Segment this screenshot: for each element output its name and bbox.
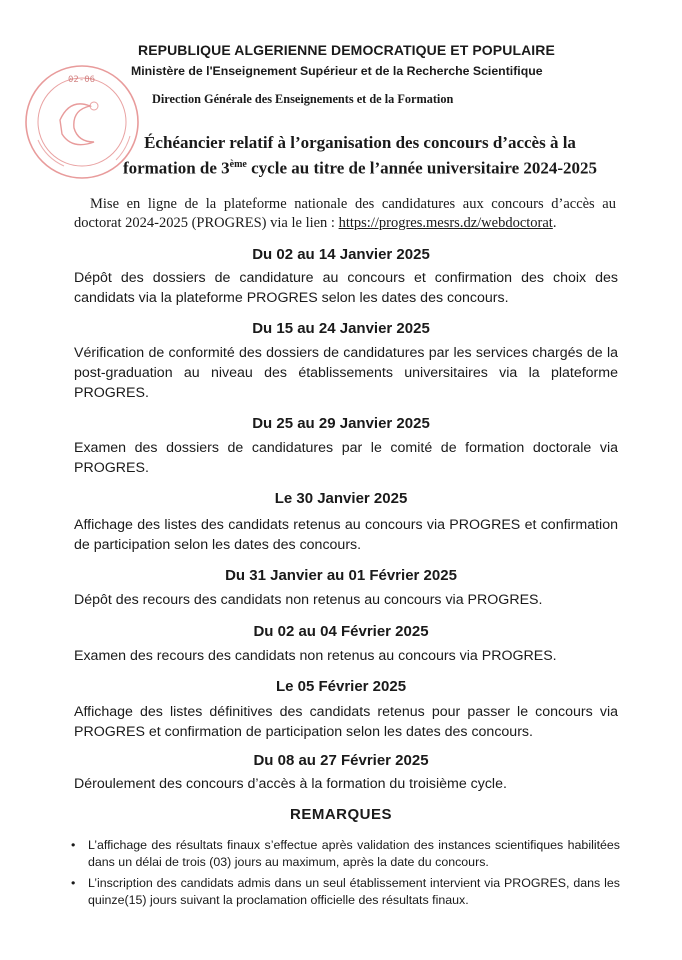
section-text-3: Examen des dossiers de candidatures par le comité de formation doctorale via PROGRES. [74,440,618,476]
section-text-4: Affichage des listes des candidats retenus au concours via PROGRES et confirmation de participation selon les dates des concours. [74,517,618,553]
header-direction: Direction Générale des Enseignements et de la Formation [152,92,454,106]
remark-text-1: L’affichage des résultats finaux s’effectue après validation des instances scientifiques habilitées dans un délai de trois (03) jours au maximum, après la date du concours. [88,838,620,869]
section-text-2: Vérification de conformité des dossiers de candidatures par les services chargés de la post-graduation au niveau des établissements universitaires via la plateforme PROGRES. [74,345,618,401]
section-date-6: Du 02 au 04 Février 2025 [253,623,429,640]
section-date-2: Du 15 au 24 Janvier 2025 [252,320,430,337]
remark-text-2: L’inscription des candidats admis dans un seul établissement intervient via PROGRES, dans les quinze(15) jours suivant la proclamation officielle des résultats finaux. [88,876,620,907]
intro-text-wrap [74,195,616,233]
list-item [68,875,620,909]
section-date-3: Du 25 au 29 Janvier 2025 [252,415,430,432]
header-republic: REPUBLIQUE ALGERIENNE DEMOCRATIQUE ET POPULAIRE [138,42,555,58]
section-date-1: Du 02 au 14 Janvier 2025 [252,246,430,263]
title-line-1: Échéancier relatif à l’organisation des concours d’accès à la [144,133,576,152]
section-date-8: Du 08 au 27 Février 2025 [253,752,429,769]
section-text-5: Dépôt des recours des candidats non retenus au concours via PROGRES. [74,592,543,608]
stamp-date-top: 02-06 [68,75,96,85]
title-line-2-post: cycle au titre de l’année universitaire 2024-2025 [246,158,598,178]
section-date-7: Le 05 Février 2025 [275,678,407,695]
bullet-icon: • [71,876,76,890]
intro-text: Mise en ligne de la plateforme nationale des candidatures aux concours d’accès au doctorat 2024-2025 (PROGRES) via le lien : [74,196,616,231]
section-text-7: Affichage des listes définitives des candidats retenus pour passer le concours via PROGRES et confirmation de participation selon les dates des concours. [74,704,618,740]
bullet-icon: • [71,838,76,852]
remarks-heading: REMARQUES [289,806,392,823]
title-line-2 [60,154,660,180]
intro-paragraph [74,195,616,233]
remarks-list [68,837,620,913]
section-text-8: Déroulement des concours d’accès à la formation du troisième cycle. [74,776,507,792]
header-ministry: Ministère de l'Enseignement Supérieur et de la Recherche Scientifique [131,64,543,78]
section-date-5: Du 31 Janvier au 01 Février 2025 [225,567,457,584]
progres-link[interactable]: https://progres.mesrs.dz/webdoctorat [338,215,553,231]
section-text-6: Examen des recours des candidats non retenus au concours via PROGRES. [74,648,557,664]
list-item [68,837,620,871]
section-date-4: Le 30 Janvier 2025 [274,490,408,507]
title-line-2-pre: formation de 3 [122,158,230,178]
section-text-1: Dépôt des dossiers de candidature au concours et confirmation des choix des candidats via la plateforme PROGRES selon les dates des concours. [74,270,618,306]
title-superscript: ème [229,159,247,170]
document-title [60,132,660,180]
intro-end: . [552,215,557,231]
